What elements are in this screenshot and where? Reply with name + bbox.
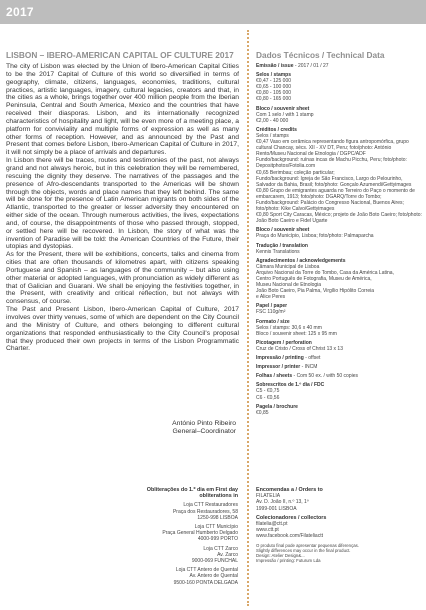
- obliteration-office: [130, 502, 238, 521]
- technical-section-line: €0,80 - 165 000: [256, 96, 292, 103]
- technical-section-line: Museu Nacional de Etnologia: [256, 282, 322, 289]
- body-paragraph: In Lisbon there will be traces, routes and testimonies of the past, not always grand and not always heroic, but in this celebration they will be remembered, rescuing the dignity they deserve. The narratives of the passages and the presence of Afro-descendants transported to the Americas will be shown through the objects, words and place names that they left behind. The same will be done for the presence of Latin American migrants on both sides of the Atlantic, transported to the greater or lesser adversity they encountered on either side of the ocean. Through numerous activities, the lives, expectations and, of course, the disappointments of those who passed through, stopped, or settled here will be recovered. In Lisbon, the story of what was the invention of Paradise will be told: the American Countries of the Future, their utopias and dystopias.: [6, 157, 239, 251]
- technical-section-line: Fundo/background: Igreja de São Francisco, Largo do Pelourinho, Salvador da Bahia, Brasil; foto/photo: Gonçalo Azumendi/Gettyimages: [256, 175, 412, 188]
- obliteration-line: Praça dos Restauradores, 58: [172, 508, 238, 515]
- technical-section-label: Emissão / issue: [256, 63, 294, 69]
- obliteration-office: [130, 567, 238, 586]
- orders-line: FILATELIA: [256, 493, 281, 500]
- technical-section: [256, 404, 422, 416]
- technical-section-line: Praça do Município, Lisboa; foto/photo: Palmaparcha: [256, 233, 374, 240]
- technical-section-value: - 2017 / 01 / 27: [294, 63, 329, 69]
- main-title: LISBON – IBERO-AMERICAN CAPITAL OF CULTURE 2017: [6, 50, 234, 60]
- signature-name: António Pinto Ribeiro: [172, 420, 236, 427]
- collectors-website-link[interactable]: www.ctt.pt: [256, 527, 279, 534]
- technical-section-label: Agradecimentos / acknowledgements: [256, 257, 346, 264]
- technical-section: [256, 258, 422, 301]
- technical-section: [256, 382, 422, 400]
- technical-section-line: €0,80 Grupo de emigrantes aguarda no Terreiro do Paço o momento de embarcarem, 1913; foto/photo: DGARQ/Torre do Tombo;: [256, 187, 415, 200]
- technical-section: [256, 340, 422, 352]
- body-paragraph: As for the Present, there will be exhibitions, concerts, talks and cinema from cities that are often thousands of kilometres apart, with citizens speaking Portuguese and Spanish – as languages of the community – but also using other material or adopted languages, with pronunciation as widely different as that of Galician and Guarani. We shall be enjoying the festivities together, in the Present, with creativity and critical reflection, but not always with consensus, of course.: [6, 251, 239, 306]
- header-bar: [0, 0, 426, 24]
- signature-block: [150, 420, 236, 436]
- obliteration-office: [130, 546, 238, 565]
- technical-section-line: €0,47 - 125 000: [256, 78, 292, 85]
- obliteration-line: Loja CTT Antero de Quental: [175, 567, 238, 574]
- technical-section-line: €0,65 - 100 000: [256, 84, 292, 91]
- fine-print: [256, 543, 422, 564]
- obliteration-line: Loja CTT Município: [194, 524, 238, 531]
- body-paragraph: The Past and Present Lisbon, Ibero-American Capital of Culture, 2017 involves over thirty venues, some of which are dependent on the City Council and the Ministry of Culture, and others belonging to different cultural organizations that responded enthusiastically to the City Council's proposal that they produced their own projects in terms of the Lisbon Programmatic Charter.: [6, 306, 239, 353]
- fine-print-line: Slightly differences may occur in the final product.: [256, 547, 351, 553]
- technical-section-line: Selos / stamps: [256, 132, 289, 139]
- collectors-facebook-link[interactable]: www.facebook.com/Filateliactt: [256, 533, 323, 540]
- technical-section-line: e Alice Peres: [256, 294, 286, 301]
- technical-section-heading: [256, 373, 422, 379]
- technical-section-label: Sobrescritos de 1.º dia / FDC: [256, 382, 325, 389]
- header-year: 2017: [6, 5, 34, 19]
- technical-section-heading: [256, 63, 422, 69]
- technical-section-line: Arquivo Nacional da Torre do Tombo, Casa da América Latina,: [256, 269, 394, 276]
- technical-section-label: Picotagem / perforation: [256, 339, 312, 346]
- technical-section-value: - offset: [305, 355, 321, 362]
- obliteration-line: 9500-160 PONTA DELGADA: [173, 579, 238, 586]
- technical-section-line: João Boto Caeiro, Pia Palma, Virgílio Hipólito Correia: [256, 288, 375, 295]
- technical-section-line: Centro Português de Fotografia, Museu de América,: [256, 276, 372, 282]
- technical-section-line: €0,85: [256, 409, 269, 416]
- technical-section-line: €2,00 - 40 000: [256, 117, 289, 124]
- fine-print-line: O produto final pode apresentar pequenas diferenças.: [256, 542, 359, 548]
- body-paragraph: The city of Lisbon was elected by the Union of Ibero-American Capital Cities to be the 2017 Capital of Culture of this world so diversified in terms of geography, climate, citizens, languages, economies, traditions, cultural practices, artistic languages, imagery, cultural legacies, creators and that, in the cities as a whole, brings together over 400 million people from the Iberian Peninsula, Central and South America, Mexico and the countries that have received their diasporas. Lisbon, and its internationally recognized characteristics of hospitality and light, will be even more of a meeting place, a platform for conviviality and multiple forms of expression as well as many other forms of reception. However, and as announced by the Past and Present that comes before Lisbon, Ibero-American Capital of Culture in 2017, it will not simply be a place of arrivals and departures.: [6, 63, 239, 157]
- technical-section-label: Bloco / souvenir sheet: [256, 227, 310, 234]
- collectors-email-link[interactable]: filatelia@ctt.pt: [256, 521, 288, 528]
- technical-section-line: €0,65 Berimbau; coleção particular;: [256, 169, 335, 176]
- technical-section-line: Câmara Municipal de Lisboa: [256, 263, 320, 270]
- technical-section-line: Selos / stamps: 30,6 x 40 mm: [256, 324, 322, 331]
- main-body-text: [6, 63, 239, 353]
- technical-section-line: Fundo/background: Palácio do Congresso Nacional, Buenos Aires; foto/photo: Kike Calvo/Gettyimages: [256, 199, 404, 213]
- technical-section-label: Selos / stamps: [256, 72, 292, 79]
- technical-section: [256, 373, 422, 379]
- technical-section-line: C5 - €0,75: [256, 388, 280, 395]
- technical-section-line: €0,47 Vaso em cerâmica representando figura antropomórfica, grupo cultural Chancay, sécs. XII - XV DT, Peru; foto/photo: António Rento/Museu Nacional de Etnologia / DGPC/ADF: [256, 139, 409, 158]
- obliteration-line: Av. Zarco: [217, 551, 238, 558]
- orders-line: Av. D. João II, n.º 13, 1º: [256, 499, 309, 506]
- technical-section-heading: [256, 364, 422, 370]
- technical-section-label: Impressor / printer: [256, 364, 301, 371]
- technical-section-label: Bloco / souvenir sheet: [256, 105, 310, 112]
- technical-section-label: Formato / size: [256, 318, 290, 325]
- technical-section-line: C6 - €0,56: [256, 394, 280, 401]
- technical-section-label: Pagela / brochure: [256, 403, 298, 410]
- obliteration-line: Loja CTT Restauradores: [183, 502, 238, 509]
- technical-section-line: Com 1 selo / with 1 stamp: [256, 111, 314, 118]
- technical-data-title: Dados Técnicos / Technical Data: [256, 50, 385, 60]
- orders-title: Encomendas a / Orders to: [256, 487, 323, 493]
- collectors-title: Colecionadores / collectors: [256, 514, 327, 521]
- technical-section-line: Cruz de Cristo / Cross of Christ 13 x 13: [256, 345, 343, 352]
- obliteration-line: 4000-999 PORTO: [197, 536, 238, 543]
- obliteration-line: 1250-998 LISBOA: [197, 514, 238, 521]
- technical-section-label: Tradução / translation: [256, 242, 308, 249]
- obliteration-line: Loja CTT Zarco: [203, 545, 238, 552]
- technical-section-label: Papel / paper: [256, 303, 288, 310]
- technical-section-line: Kennis Translations: [256, 248, 300, 255]
- technical-section-value: - INCM: [301, 364, 318, 371]
- technical-section-heading: [256, 355, 422, 361]
- obliteration-line: Praça General Humberto Delgado: [162, 530, 238, 537]
- technical-section-line: FSC 110g/m²: [256, 309, 286, 316]
- fine-print-line: Impressão / printing: Futurum Lda: [256, 558, 321, 564]
- obliterations-list: [130, 502, 238, 585]
- orders-line: 1999-001 LISBOA: [256, 505, 297, 512]
- obliterations-title: Obliterações do 1.º dia em First day obliterations in: [146, 487, 238, 500]
- technical-section: [256, 303, 422, 315]
- technical-section: [256, 72, 422, 102]
- technical-section-line: Bloco / souvenir sheet: 125 x 95 mm: [256, 330, 337, 337]
- technical-section-label: Créditos / credits: [256, 126, 297, 133]
- technical-section: [256, 63, 422, 69]
- technical-data-list: [256, 63, 422, 416]
- technical-section: [256, 127, 422, 225]
- orders-block: [256, 487, 422, 563]
- technical-section: [256, 243, 422, 255]
- obliteration-line: Av. Antero de Quental: [189, 573, 238, 580]
- technical-section: [256, 319, 422, 337]
- fine-print-line: Design: Atelier Design&...: [256, 553, 305, 559]
- technical-section: [256, 227, 422, 239]
- technical-section: [256, 106, 422, 124]
- technical-section-line: €0,80 - 105 000: [256, 90, 292, 97]
- column-divider: [247, 30, 249, 606]
- technical-section-line: Fundo/background: ruínas incas de Machu Picchu, Peru; foto/photo: Depositphotos/Fotolia.com: [256, 157, 407, 170]
- obliteration-line: 9000-069 FUNCHAL: [191, 558, 238, 565]
- first-day-obliterations: [130, 487, 238, 586]
- obliteration-office: [130, 524, 238, 543]
- technical-section: [256, 355, 422, 361]
- signature-role: General–Coordinator: [172, 428, 236, 435]
- technical-section: [256, 364, 422, 370]
- technical-section-value: - Com 50 ex. / with 50 copies: [293, 373, 358, 380]
- technical-section-label: Folhas / sheets: [256, 373, 293, 380]
- technical-section-label: Impressão / printing: [256, 355, 304, 362]
- technical-section-line: €0,80 Sport City Caracas, México; projeto de João Boto Caeiro; foto/photo: João Boto Caeiro e Fidel Ugarte: [256, 212, 422, 225]
